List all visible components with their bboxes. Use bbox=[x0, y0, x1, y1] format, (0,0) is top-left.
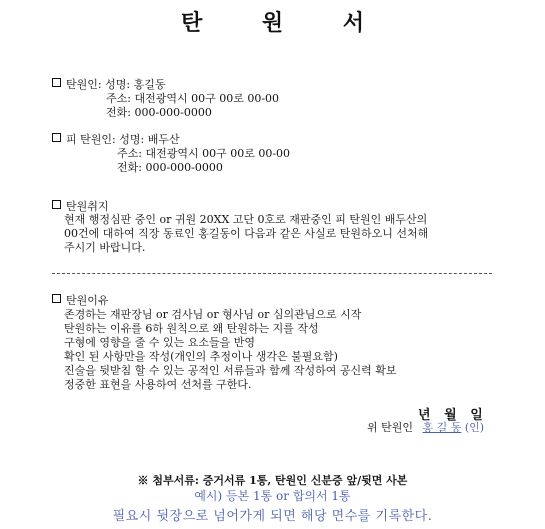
attachment-example: 예시) 등본 1통 or 합의서 1통 bbox=[194, 489, 351, 503]
defendant-name-label: 성명: bbox=[119, 133, 145, 146]
seal-mark: (인) bbox=[464, 421, 485, 434]
checkbox-icon bbox=[52, 200, 61, 209]
date-line: 년 월 일 bbox=[418, 408, 483, 423]
petitioner-heading: 탄원인: bbox=[66, 78, 102, 91]
defendant-address: 대전광역시 00구 00로 00-00 bbox=[145, 147, 291, 160]
defendant-name-row bbox=[52, 133, 180, 147]
defendant-address-row bbox=[117, 147, 290, 161]
checkbox-icon bbox=[52, 78, 61, 87]
petitioner-phone-row bbox=[106, 106, 212, 120]
petitioner-address-label: 주소: bbox=[106, 92, 131, 105]
reasons-line: 구형에 영향을 줄 수 있는 요소들을 반영 bbox=[64, 336, 255, 349]
purpose-heading-row bbox=[52, 200, 109, 214]
purpose-line: 00건에 대하여 직장 동료인 홍길동이 다음과 같은 사실로 탄원하오니 선처해 bbox=[64, 227, 429, 240]
reasons-heading: 탄원이유 bbox=[66, 294, 109, 307]
defendant-phone: 000-000-0000 bbox=[145, 161, 223, 174]
defendant-name: 배두산 bbox=[147, 133, 180, 146]
page-count-note: 필요시 뒷장으로 넘어가게 되면 해당 면수를 기록한다. bbox=[112, 509, 433, 524]
attachments-line: ※ 첨부서류: 증거서류 1통, 탄원인 신분증 앞/뒷면 사본 bbox=[137, 474, 408, 487]
petitioner-name: 홍길동 bbox=[133, 78, 166, 91]
defendant-address-label: 주소: bbox=[117, 147, 142, 160]
defendant-phone-label: 전화: bbox=[117, 161, 142, 174]
petitioner-name-label: 성명: bbox=[105, 78, 131, 91]
petitioner-address: 대전광역시 00구 00로 00-00 bbox=[134, 92, 280, 105]
petitioner-address-row bbox=[106, 92, 279, 106]
reasons-line: 정중한 표현을 사용하여 선처를 구한다. bbox=[64, 378, 252, 391]
signature-prefix: 위 탄원인 bbox=[367, 421, 414, 434]
petitioner-name-row bbox=[52, 78, 165, 92]
reasons-line: 확인 된 사항만을 작성(개인의 추정이나 생각은 불필요함) bbox=[64, 350, 338, 363]
section-divider bbox=[52, 273, 492, 274]
reasons-line: 존경하는 재판장님 or 검사님 or 형사님 or 심의관님으로 시작 bbox=[64, 308, 362, 321]
document-title: 탄 원 서 bbox=[180, 10, 391, 36]
purpose-heading: 탄원취지 bbox=[66, 200, 109, 213]
checkbox-icon bbox=[52, 133, 61, 142]
defendant-phone-row bbox=[117, 161, 223, 175]
reasons-heading-row bbox=[52, 294, 109, 308]
reasons-line: 탄원하는 이유를 6하 원칙으로 왜 탄원하는 지를 작성 bbox=[64, 322, 319, 335]
checkbox-icon bbox=[52, 294, 61, 303]
purpose-line: 주시기 바랍니다. bbox=[64, 241, 146, 254]
signature-row bbox=[367, 421, 484, 435]
signature-name: 홍 길 동 bbox=[422, 421, 462, 434]
petitioner-phone: 000-000-0000 bbox=[134, 106, 212, 119]
purpose-line: 현재 행정심판 중인 or 귀원 20XX 고단 0호로 재판중인 피 탄원인 배두산의 bbox=[64, 213, 428, 226]
reasons-line: 진술을 뒷받침 할 수 있는 공적인 서류들과 함께 작성하여 공신력 확보 bbox=[64, 364, 397, 377]
defendant-heading: 피 탄원인: bbox=[66, 133, 116, 146]
petitioner-phone-label: 전화: bbox=[106, 106, 131, 119]
